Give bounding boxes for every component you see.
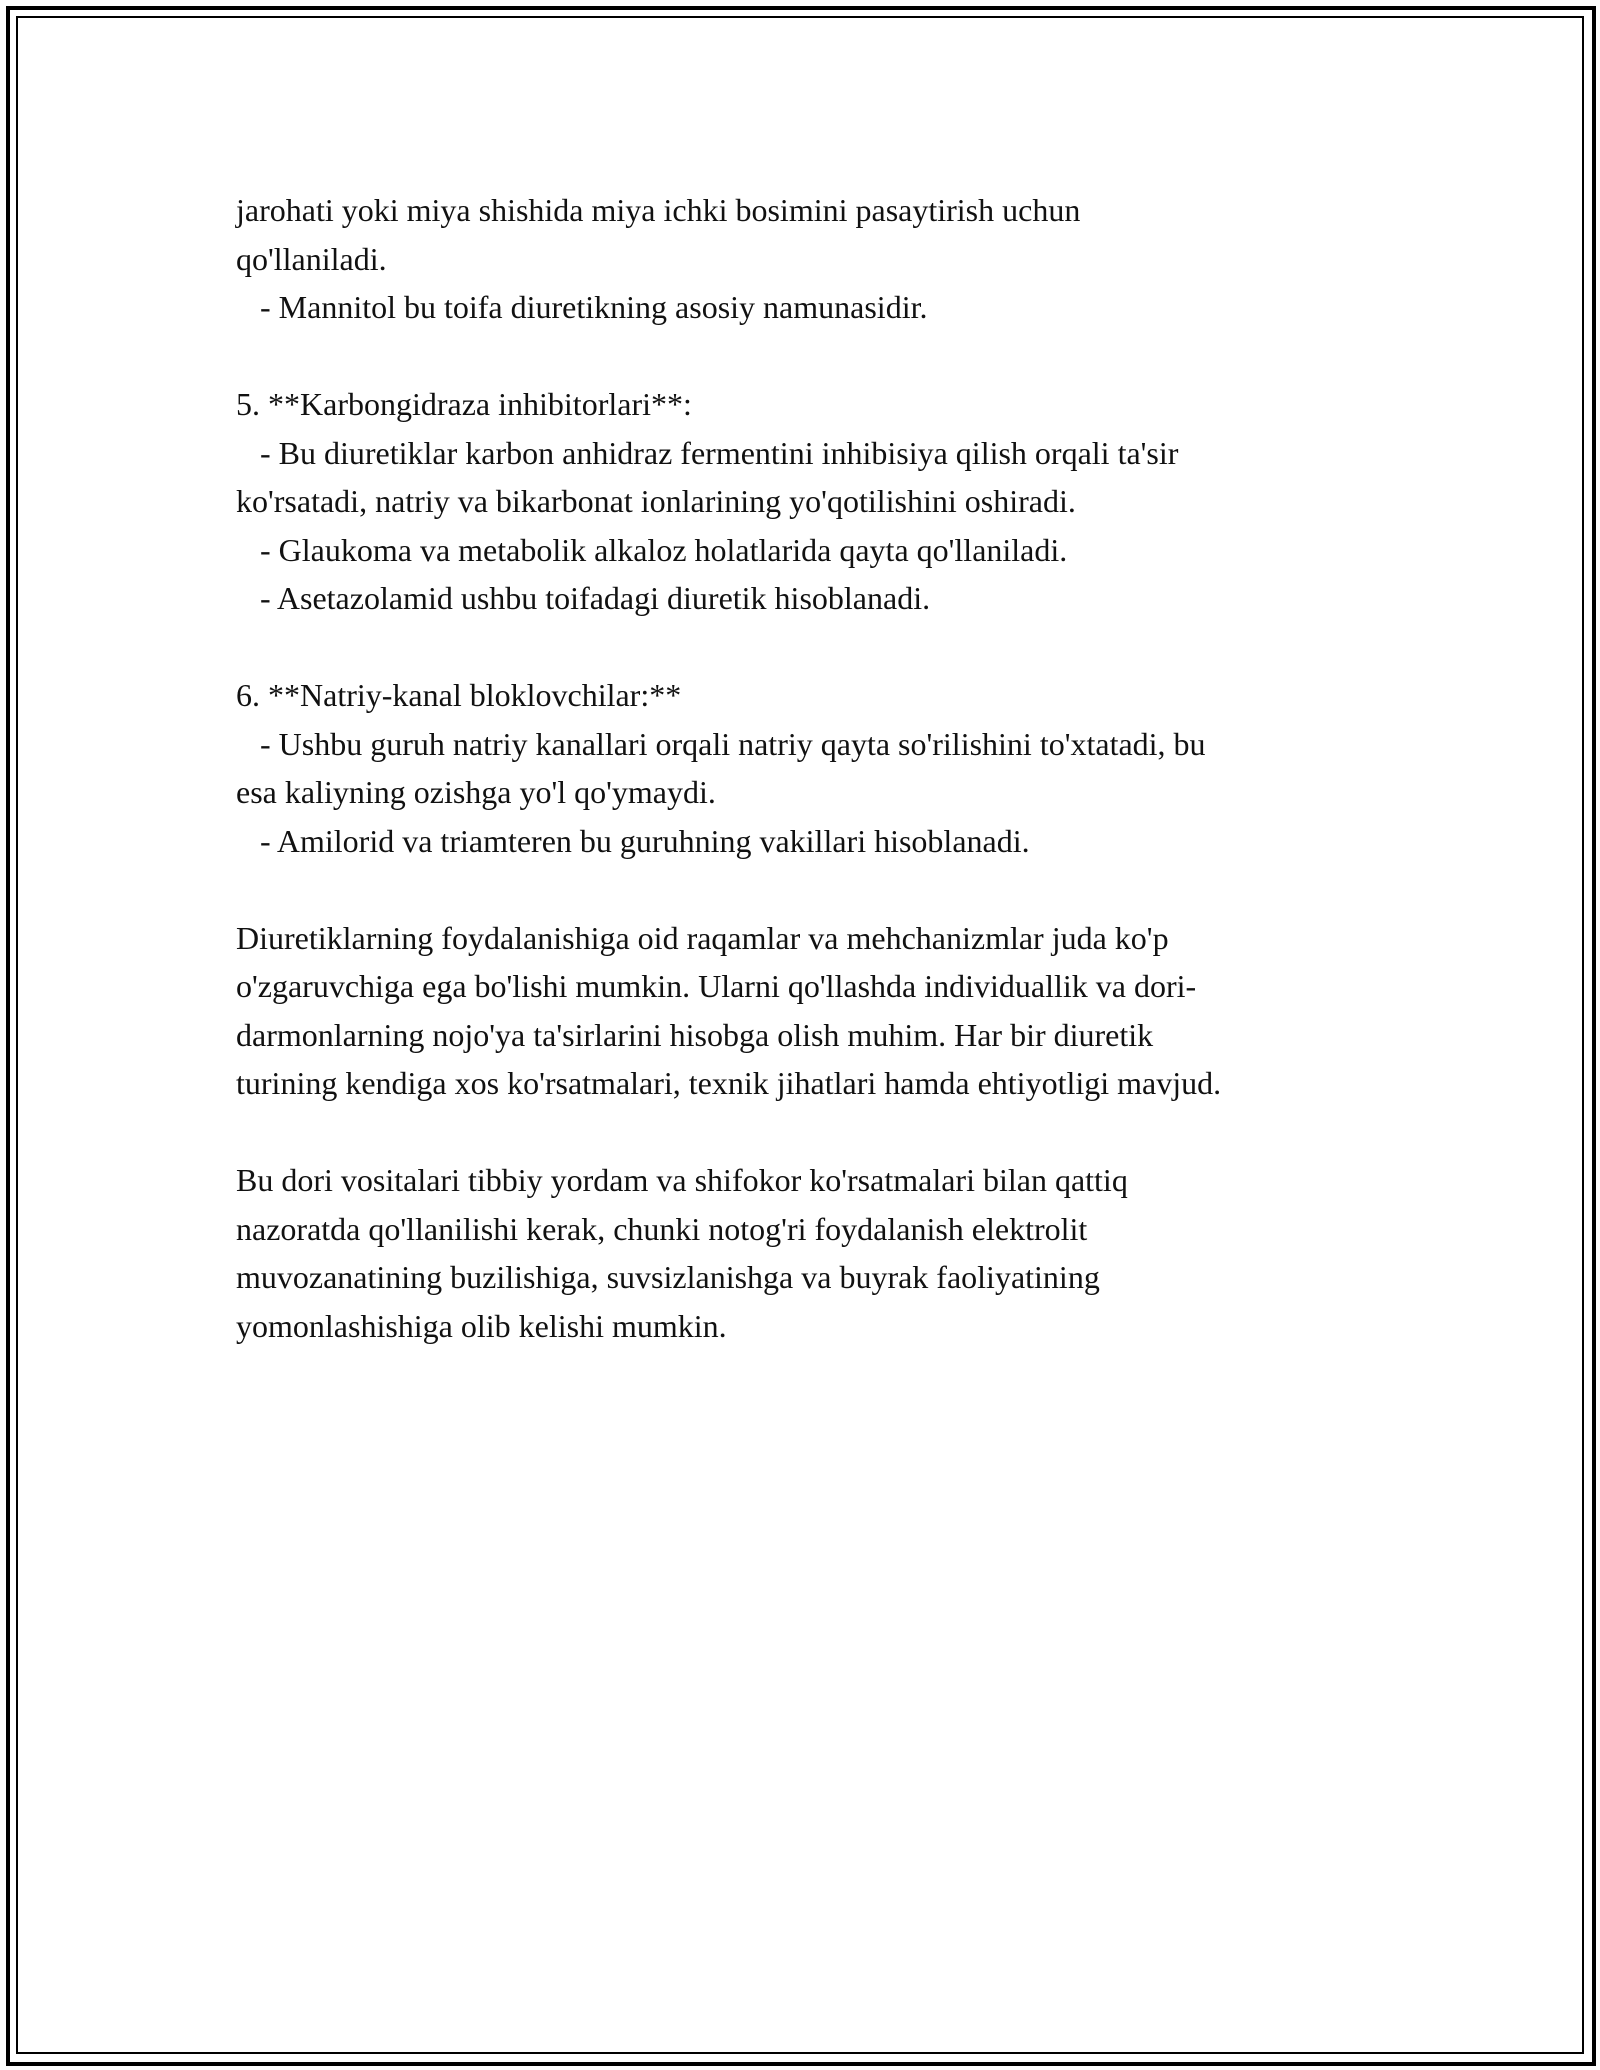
section-heading: 6. **Natriy-kanal bloklovchilar:** bbox=[236, 677, 682, 713]
paragraph-gap bbox=[236, 623, 1416, 672]
list-item: - Bu diuretiklar karbon anhidraz fermentini inhibisiya qilish orqali ta'sir bbox=[236, 434, 1179, 471]
text-line: esa kaliyning ozishga yo'l qo'ymaydi. bbox=[236, 774, 716, 810]
section-6 bbox=[236, 671, 1416, 865]
list-item: - Asetazolamid ushbu toifadagi diuretik hisoblanadi. bbox=[236, 580, 931, 616]
text-line: qo'llaniladi. bbox=[236, 240, 387, 277]
paragraph-2 bbox=[236, 1156, 1416, 1350]
list-item: - Amilorid va triamteren bu guruhning vakillari hisoblanadi. bbox=[236, 822, 1030, 859]
text-line: jarohati yoki miya shishida miya ichki bosimini pasaytirish uchun bbox=[236, 192, 1081, 228]
paragraph-1 bbox=[236, 914, 1416, 1108]
document-body bbox=[236, 186, 1416, 1350]
text-line: turining kendiga xos ko'rsatmalari, texnik jihatlari hamda ehtiyotligi mavjud. bbox=[236, 1065, 1222, 1101]
list-item: - Glaukoma va metabolik alkaloz holatlarida qayta qo'llaniladi. bbox=[236, 531, 1068, 568]
paragraph-gap bbox=[236, 332, 1416, 381]
text-line: muvozanatining buzilishiga, suvsizlanishga va buyrak faoliyatining bbox=[236, 1259, 1100, 1295]
text-line: Bu dori vositalari tibbiy yordam va shifokor ko'rsatmalari bilan qattiq bbox=[236, 1162, 1128, 1198]
paragraph-gap bbox=[236, 1108, 1416, 1157]
list-item: - Ushbu guruh natriy kanallari orqali natriy qayta so'rilishini to'xtatadi, bu bbox=[236, 725, 1206, 762]
section-5 bbox=[236, 380, 1416, 623]
section-heading: 5. **Karbongidraza inhibitorlari**: bbox=[236, 386, 692, 422]
paragraph-gap bbox=[236, 865, 1416, 914]
text-line: darmonlarning nojo'ya ta'sirlarini hisobga olish muhim. Har bir diuretik bbox=[236, 1016, 1154, 1053]
text-line: ko'rsatadi, natriy va bikarbonat ionlarining yo'qotilishini oshiradi. bbox=[236, 483, 1076, 519]
text-line: Diuretiklarning foydalanishiga oid raqamlar va mehchanizmlar juda ko'p bbox=[236, 919, 1169, 956]
text-line: nazoratda qo'llanilishi kerak, chunki notog'ri foydalanish elektrolit bbox=[236, 1210, 1088, 1247]
text-line: yomonlashishiga olib kelishi mumkin. bbox=[236, 1307, 727, 1344]
text-line: o'zgaruvchiga ega bo'lishi mumkin. Ularni qo'llashda individuallik va dori- bbox=[236, 968, 1197, 1004]
intro-block bbox=[236, 186, 1416, 332]
list-item: - Mannitol bu toifa diuretikning asosiy namunasidir. bbox=[236, 289, 928, 325]
